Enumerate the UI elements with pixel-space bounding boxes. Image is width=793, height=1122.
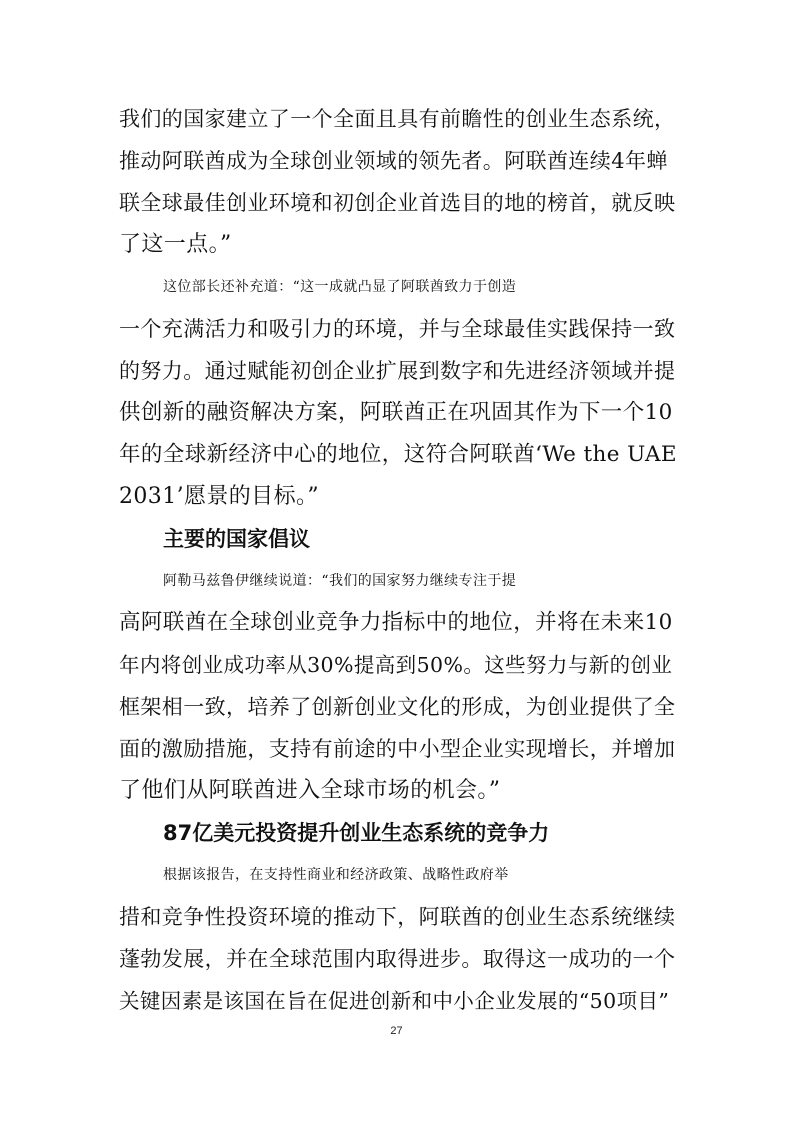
paragraph-line: 了这一点。” [119, 232, 232, 257]
paragraph-line: 面的激励措施，支持有前途的中小型企业实现增长，并增加 [119, 737, 676, 761]
paragraph-line: 这位部长还补充道：“这一成就凸显了阿联酋致力于创造 [163, 279, 517, 295]
page-number: 27 [390, 1025, 403, 1037]
paragraph-line: 供创新的融资解决方案，阿联酋正在巩固其作为下一个10 [119, 400, 673, 425]
paragraph-line: 关键因素是该国在旨在促进创新和中小企业发展的“50项目” [119, 989, 670, 1013]
paragraph-line: 2031’愿景的目标。” [119, 484, 320, 509]
paragraph-line: 推动阿联酋成为全球创业领域的领先者。阿联酋连续4年蝉 [119, 149, 668, 173]
paragraph-line: 的努力。通过赋能初创企业扩展到数字和先进经济领域并提 [119, 359, 676, 383]
paragraph-line: 年的全球新经济中心的地位，这符合阿联酋‘We the UAE [119, 442, 677, 467]
paragraph-line: 框架相一致，培养了创新创业文化的形成，为创业提供了全 [119, 695, 676, 719]
paragraph-line: 根据该报告，在支持性商业和经济政策、战略性政府举 [163, 867, 509, 883]
section-heading: 主要的国家倡议 [163, 527, 310, 551]
paragraph-line: 阿勒马兹鲁伊继续说道：“我们的国家努力继续专注于提 [163, 573, 517, 589]
paragraph-line: 联全球最佳创业环境和初创企业首选目的地的榜首，就反映 [119, 191, 676, 215]
section-heading: 87亿美元投资提升创业生态系统的竞争力 [163, 821, 550, 845]
paragraph-line: 蓬勃发展，并在全球范围内取得进步。取得这一成功的一个 [119, 947, 676, 971]
paragraph-line: 了他们从阿联酋进入全球市场的机会。” [119, 778, 501, 803]
paragraph-line: 措和竞争性投资环境的推动下，阿联酋的创业生态系统继续 [119, 905, 676, 929]
paragraph-line: 年内将创业成功率从30%提高到50%。这些努力与新的创业 [119, 653, 673, 677]
paragraph-line: 我们的国家建立了一个全面且具有前瞻性的创业生态系统， [119, 107, 676, 131]
paragraph-line: 一个充满活力和吸引力的环境，并与全球最佳实践保持一致 [119, 317, 676, 341]
paragraph-line: 高阿联酋在全球创业竞争力指标中的地位，并将在未来10 [119, 610, 673, 635]
